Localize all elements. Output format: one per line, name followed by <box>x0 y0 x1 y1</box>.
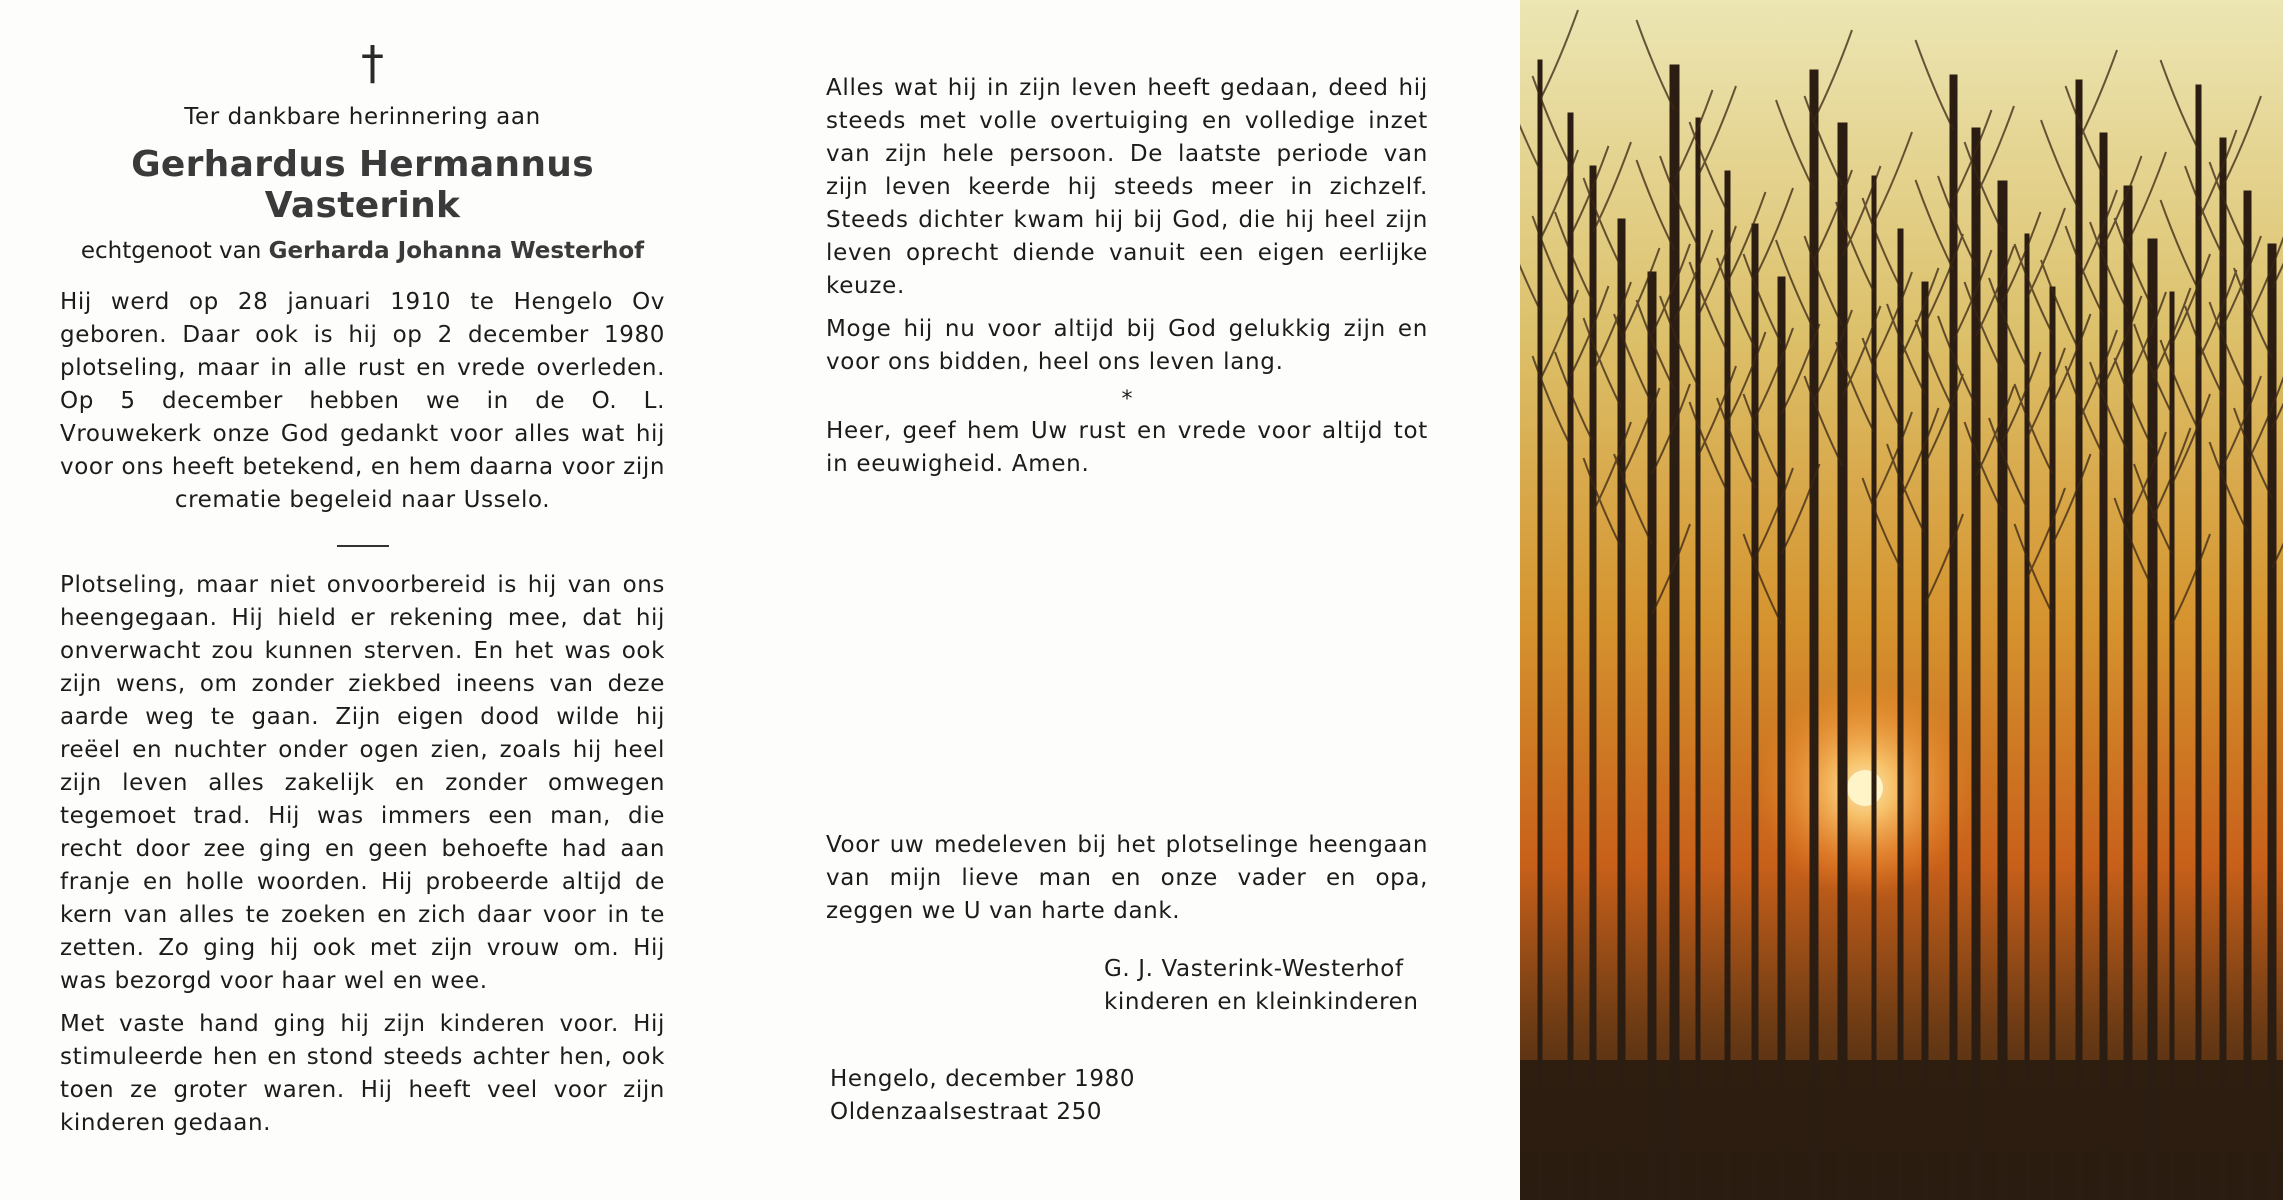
tree-trunk <box>1618 219 1625 1200</box>
life-paragraph: Alles wat hij in zijn leven heeft gedaan, deed hij steeds met volle overtuiging en volledige inzet van zijn hele persoon. De laatste periode van zijn leven keerde hij steeds meer in zichzelf. Steeds dichter kwam hij bij God, die hij heel zijn leven oprecht diende vanuit een eigen eerlijke keuze. <box>826 75 1428 299</box>
spouse-prefix: echtgenoot van <box>80 238 262 264</box>
sun-icon <box>1847 770 1883 806</box>
intro-text: Ter dankbare herinnering aan <box>184 104 541 130</box>
character-paragraph: Plotseling, maar niet onvoorbereid is hij van ons heengegaan. Hij hield er rekening mee, dat hij onverwacht zou kunnen sterven. En het was ook zijn wens, om zonder ziekbed ineens van deze aarde weg te gaan. Zijn eigen dood wilde hij reëel en nuchter onder ogen zien, zoals hij heel zijn leven alles zakelijk en zonder omwegen tegemoet trad. Hij was immers een man, die recht door zee ging en geen behoefte had aan franje en holle woorden. Hij probeerde altijd de kern van alles te zoeken en zich daar voor in te zetten. Zo ging hij ook met zijn vrouw om. Hij was bezorgd voor haar wel en wee. <box>60 572 665 994</box>
tree-trunk <box>1670 65 1679 1200</box>
signature-block <box>1104 953 1428 1019</box>
spouse-name: Gerharda Johanna Westerhof <box>268 238 645 264</box>
tree-trunk <box>1568 113 1573 1200</box>
tree-trunk <box>2196 85 2201 1200</box>
tree-trunk <box>2220 138 2226 1200</box>
tree-trunk <box>1725 171 1730 1200</box>
tree-trunk <box>1810 70 1818 1200</box>
cross-icon: † <box>361 36 384 90</box>
tree-trunk <box>2170 292 2174 1200</box>
place-block <box>830 1063 1330 1129</box>
tree-trunk <box>1778 277 1785 1200</box>
tree-trunk <box>1950 75 1957 1200</box>
tree-trunk <box>1922 282 1928 1200</box>
divider <box>337 545 389 547</box>
children-paragraph: Met vaste hand ging hij zijn kinderen voor. Hij stimuleerde hen en stond steeds achter hen, ook toen ze groter waren. Hij heeft veel voor zijn kinderen gedaan. <box>60 1011 665 1136</box>
thanks-paragraph: Voor uw medeleven bij het plotselinge heengaan van mijn lieve man en onze vader en opa, zeggen we U van harte dank. <box>826 832 1428 924</box>
signature-family: kinderen en kleinkinderen <box>1104 989 1419 1015</box>
tree-trunk <box>2148 239 2157 1200</box>
tree-trunk <box>2076 80 2082 1200</box>
prayer-paragraph: Heer, geef hem Uw rust en vrede voor altijd tot in eeuwigheid. Amen. <box>826 418 1428 477</box>
signature-name: G. J. Vasterink-Westerhof <box>1104 956 1404 982</box>
deceased-name: Gerhardus Hermannus Vasterink <box>131 144 594 226</box>
star-separator: * <box>1121 387 1133 412</box>
sunset-trees-photo <box>1520 0 2283 1200</box>
tree-trunk <box>2025 234 2029 1200</box>
tree-trunk <box>2244 191 2251 1200</box>
wish-paragraph: Moge hij nu voor altijd bij God gelukkig zijn en voor ons bidden, heel ons leven lang. <box>826 316 1428 375</box>
spouse-line <box>60 238 665 264</box>
tree-trunk <box>1898 229 1903 1200</box>
left-panel <box>60 36 665 1140</box>
biography-paragraph: Hij werd op 28 januari 1910 te Hengelo Ov geboren. Daar ook is hij op 2 december 1980 plotseling, maar in alle rust en vrede overleden. Op 5 december hebben we in de O. L. Vrouwekerk onze God gedankt voor alles wat hij voor ons heeft betekend, en hem daarna voor zijn crematie begeleid naar Usselo. <box>60 289 665 513</box>
tree-trunk <box>1648 272 1656 1200</box>
tree-trunk <box>2268 244 2276 1200</box>
sunset-trees-illustration <box>1520 0 2283 1200</box>
tree-trunk <box>1838 123 1847 1200</box>
tree-trunk <box>2100 133 2107 1200</box>
tree-trunk <box>2050 287 2055 1200</box>
place-date: Hengelo, december 1980 <box>830 1066 1136 1092</box>
tree-trunk <box>1752 224 1758 1200</box>
middle-panel <box>826 72 1428 481</box>
address: Oldenzaalsestraat 250 <box>830 1099 1103 1125</box>
tree-trunk <box>1998 181 2007 1200</box>
